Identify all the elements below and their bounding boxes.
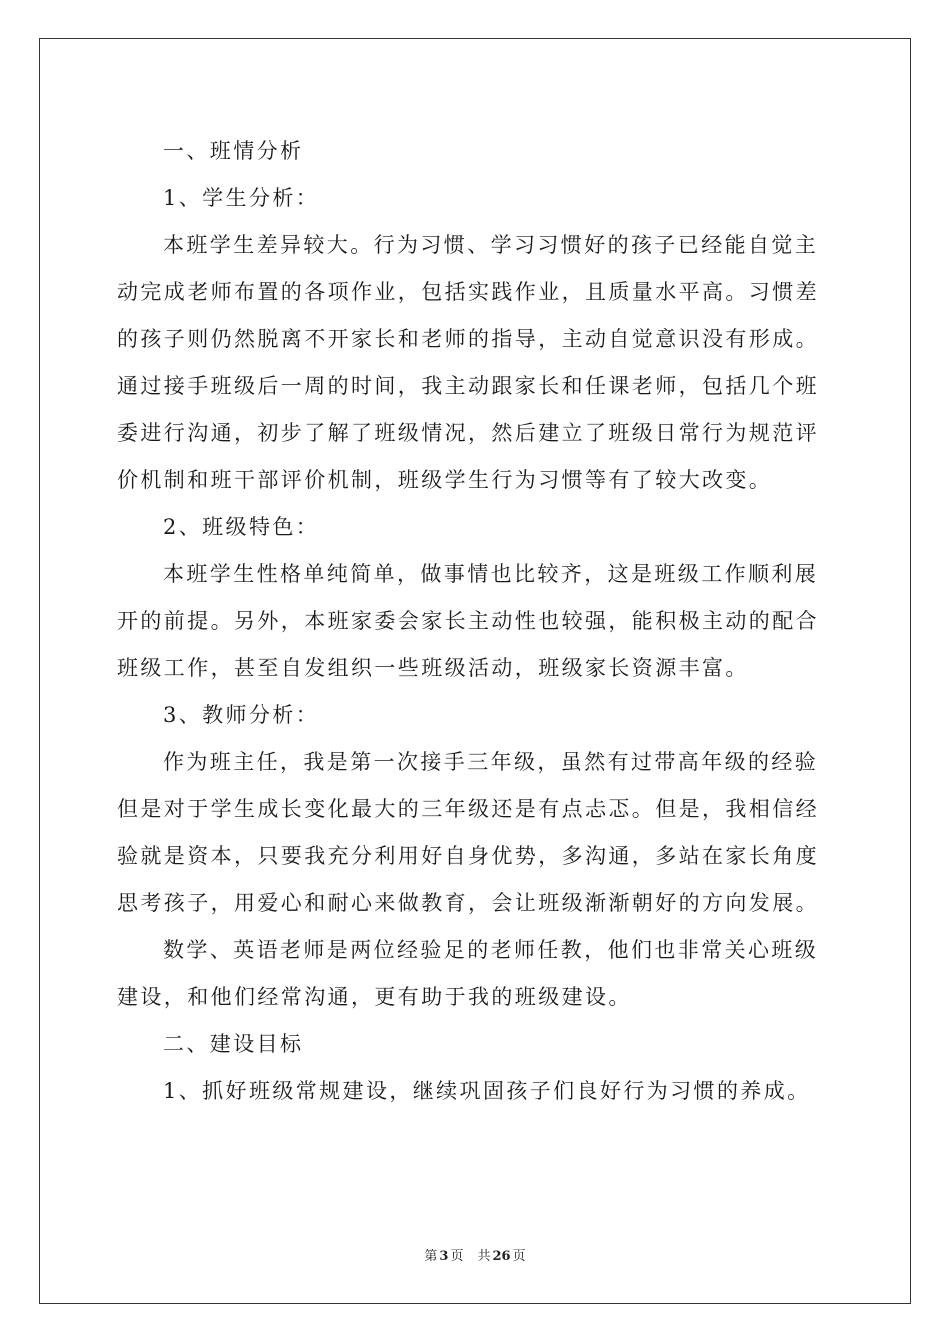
paragraph-4-line-1: 开的前提。另外，本班家委会家长主动性也较强，能积极主动的配合 xyxy=(117,609,819,633)
paragraph-4-line-0: 本班学生性格单纯简单，做事情也比较齐，这是班级工作顺利展 xyxy=(163,562,819,586)
paragraph-9-line-0: 1、抓好班级常规建设，继续巩固孩子们良好行为习惯的养成。 xyxy=(163,1079,811,1103)
footer-total-suffix: 页 xyxy=(512,1249,526,1264)
paragraph-2-line-5: 价机制和班干部评价机制，班级学生行为习惯等有了较大改变。 xyxy=(117,468,773,492)
paragraph-2-line-3: 通过接手班级后一周的时间，我主动跟家长和任课老师，包括几个班 xyxy=(117,374,819,398)
page-footer xyxy=(0,1245,950,1264)
paragraph-8-line-0: 二、建设目标 xyxy=(163,1032,304,1056)
paragraph-2-line-0: 本班学生差异较大。行为习惯、学习习惯好的孩子已经能自觉主 xyxy=(163,233,819,257)
paragraph-6-line-3: 思考孩子，用爱心和耐心来做教育，会让班级渐渐朝好的方向发展。 xyxy=(117,891,819,915)
paragraph-6-line-2: 验就是资本，只要我充分利用好自身优势，多沟通，多站在家长角度 xyxy=(117,844,819,868)
paragraph-0-line-0: 一、班情分析 xyxy=(163,139,304,163)
document-body xyxy=(117,128,833,1115)
footer-total-pages: 26 xyxy=(492,1249,511,1264)
paragraph-7-line-0: 数学、英语老师是两位经验足的老师任教，他们也非常关心班级 xyxy=(163,938,819,962)
footer-page-prefix: 第 xyxy=(424,1249,438,1264)
footer-total-prefix: 共 xyxy=(477,1249,491,1264)
paragraph-5-line-0: 3、教师分析： xyxy=(163,703,320,727)
paragraph-6-line-1: 但是对于学生成长变化最大的三年级还是有点忐忑。但是，我相信经 xyxy=(117,797,819,821)
paragraph-1-line-0: 1、学生分析： xyxy=(163,186,320,210)
footer-page-number: 3 xyxy=(439,1249,449,1264)
paragraph-7-line-1: 建设，和他们经常沟通，更有助于我的班级建设。 xyxy=(117,985,632,1009)
paragraph-3-line-0: 2、班级特色： xyxy=(163,515,320,539)
paragraph-2-line-2: 的孩子则仍然脱离不开家长和老师的指导，主动自觉意识没有形成。 xyxy=(117,327,819,351)
paragraph-6-line-0: 作为班主任，我是第一次接手三年级，虽然有过带高年级的经验 xyxy=(163,750,819,774)
paragraph-2-line-4: 委进行沟通，初步了解了班级情况，然后建立了班级日常行为规范评 xyxy=(117,421,819,445)
footer-page-suffix: 页 xyxy=(450,1249,464,1264)
paragraph-2-line-1: 动完成老师布置的各项作业，包括实践作业，且质量水平高。习惯差 xyxy=(117,280,819,304)
paragraph-4-line-2: 班级工作，甚至自发组织一些班级活动，班级家长资源丰富。 xyxy=(117,656,749,680)
